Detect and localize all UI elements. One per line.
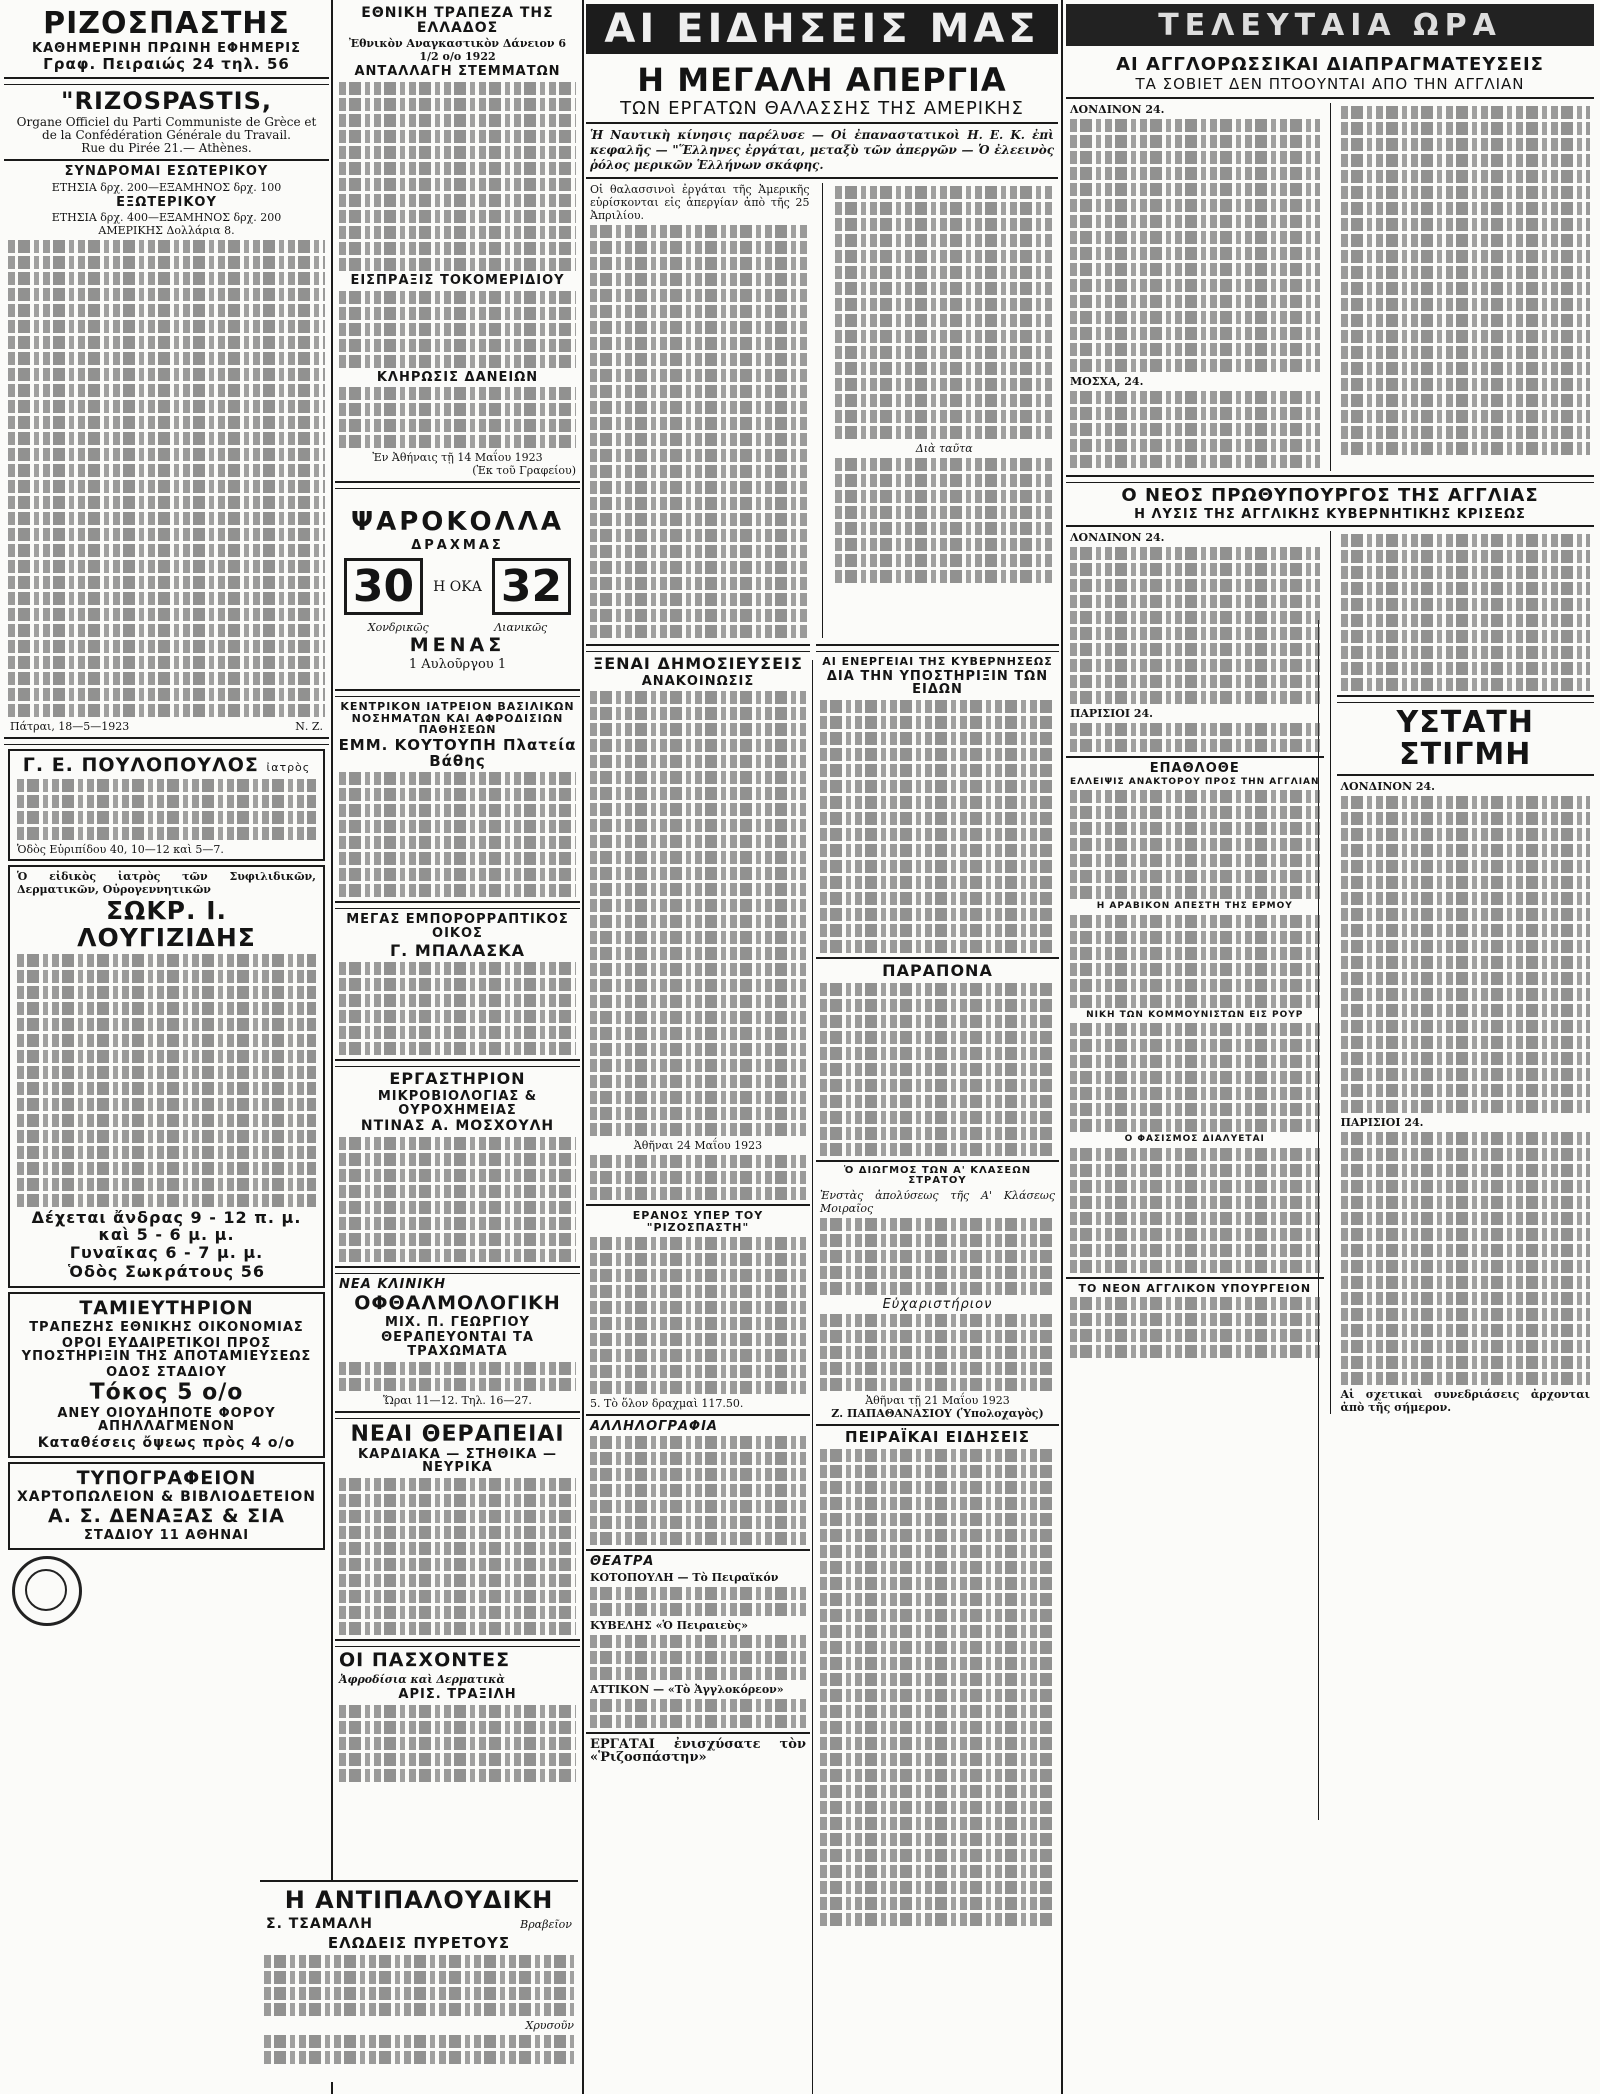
ad-psarokolla — [335, 493, 580, 685]
ad-title: ΤΑΜΙΕΥΤΗΡΙΟΝ — [79, 1296, 254, 1319]
office-line: Γραφ. Πειραιώς 24 τηλ. 56 — [43, 55, 290, 74]
lead-paragraph: Οἱ θαλασσινοὶ ἐργάται τῆς Ἀμερικῆς εὑρίσκονται εἰς ἀπεργίαν ἀπὸ τῆς 25 Ἀπριλίου. — [590, 183, 810, 223]
section-subtitle: Ἐνστὰς ἀπολύσεως τῆς Α' Κλάσεως Μοιραῖος — [820, 1188, 1055, 1215]
section-title: ΘΕΑΤΡΑ — [590, 1554, 655, 1570]
ad-lab — [335, 1071, 580, 1262]
subscriptions-line: ΑΜΕΡΙΚΗΣ Δολλάρια 8. — [98, 224, 235, 238]
ad-address: 1 Αυλοῦργου 1 — [408, 657, 507, 673]
news-banner — [586, 4, 1058, 54]
ad-address: Ὁδὸς Εὐριπίδου 40, 10—12 καὶ 5—7. — [17, 843, 224, 857]
ad-title: ΚΕΝΤΡΙΚΟΝ ΙΑΤΡΕΙΟΝ ΒΑΣΙΛΙΚΩΝ ΝΟΣΗΜΑΤΩΝ ΚΑΙ ΑΦΡΟΔΙΣΙΩΝ ΠΑΘΗΣΕΩΝ — [340, 700, 575, 737]
divider — [586, 1732, 810, 1734]
divider — [586, 177, 1058, 179]
divider — [4, 77, 329, 85]
ad-hours: Δέχεται ἄνδρας 9 - 12 π. μ. καὶ 5 - 6 μ. μ. — [31, 1207, 302, 1244]
ad-title: ΟΙ ΠΑΣΧΟΝΤΕΣ — [339, 1649, 511, 1672]
column-rule — [331, 0, 333, 2094]
ad-title: ΝΕΑΙ ΘΕΡΑΠΕΙΑΙ — [350, 1421, 565, 1447]
headline: Η ΜΕΓΑΛΗ ΑΠΕΡΓΙΑ — [637, 61, 1007, 99]
ad-address: Ὁδὸς Σωκράτους 56 — [68, 1262, 265, 1282]
section-title: ΑΛΛΗΛΟΓΡΑΦΙΑ — [590, 1418, 718, 1434]
ad-line: ΘΕΡΑΠΕΥΟΝΤΑΙ ΤΑ ΤΡΑΧΩΜΑΤΑ — [381, 1330, 534, 1360]
divider — [816, 1160, 1059, 1162]
ad-stamp-area — [12, 1556, 321, 1626]
section-signature: Ζ. ΠΑΠΑΘΑΝΑΣΙΟΥ (Ὑπολοχαγὸς) — [831, 1407, 1044, 1421]
ad-name: Α. Σ. ΔΕΝΑΞΑΣ & ΣΙΑ — [48, 1505, 285, 1528]
latin-address: Rue du Pirée 21.— Athènes. — [81, 141, 252, 156]
ad-subtitle: ΧΑΡΤΟΠΩΛΕΙΟΝ & ΒΙΒΛΙΟΔΕΤΕΙΟΝ — [17, 1489, 316, 1506]
section-date: Ἀθῆναι τῇ 21 Μαΐου 1923 — [865, 1394, 1010, 1408]
ad-title — [13, 756, 320, 776]
section-title: Η ΑΡΑΒΙΚΟΝ ΑΠΕΣΤΗ ΤΗΣ ΕΡΜΟΥ — [1096, 901, 1293, 912]
bank-title: ΕΘΝΙΚΗ ΤΡΑΠΕΖΑ ΤΗΣ ΕΛΛΑΔΟΣ — [361, 5, 554, 36]
ad-subtitle: ΚΑΡΔΙΑΚΑ — ΣΤΗΘΙΚΑ — ΝΕΥΡΙΚΑ — [358, 1446, 557, 1476]
section-title: ΞΕΝΑΙ ΔΗΜΟΣΙΕΥΣΕΙΣ — [593, 654, 803, 673]
bank-signature: (Ἐκ τοῦ Γραφείου) — [472, 464, 576, 478]
subscriptions-title: ΣΥΝΔΡΟΜΑΙ ΕΣΩΤΕΡΙΚΟΥ — [64, 164, 269, 180]
section-subtitle: ΕΛΛΕΙΨΙΣ ΑΝΑΚΤΟΡΟΥ ΠΡΟΣ ΤΗΝ ΑΓΓΛΙΑΝ — [1069, 776, 1320, 787]
ad-title: ΟΦΘΑΛΜΟΛΟΓΙΚΗ — [354, 1291, 561, 1314]
ad-title: ΜΕΓΑΣ ΕΜΠΟΡΟΡΡΑΠΤΙΚΟΣ ΟΙΚΟΣ — [346, 912, 569, 941]
article-column — [831, 183, 1059, 638]
divider — [1066, 1277, 1324, 1279]
latin-name: "RIZOSPASTIS, — [61, 86, 272, 115]
column-5 — [1066, 48, 1594, 2088]
subscriptions-line: ΕΤΗΣΙΑ δρχ. 400—ΕΞΑΜΗΝΟΣ δρχ. 200 — [51, 211, 282, 225]
dateline: ΛΟΝΔΙΝΟΝ 24. — [1070, 102, 1165, 116]
paper-tagline: ΚΑΘΗΜΕΡΙΝΗ ΠΡΩΙΝΗ ΕΦΗΜΕΡΙΣ — [32, 40, 301, 56]
theatre-listing: ΚΥΒΕΛΗΣ «Ὁ Πειραιεὺς» — [590, 1618, 749, 1632]
subheadline: ΤΩΝ ΕΡΓΑΤΩΝ ΘΑΛΑΣΣΗΣ ΤΗΣ ΑΜΕΡΙΚΗΣ — [620, 97, 1024, 119]
article-signoff: Διὰ ταῦτα — [915, 442, 973, 456]
ad-hours: Ὥραι 11—12. Τηλ. 16—27. — [383, 1393, 532, 1407]
ad-name: Γ. ΜΠΑΛΑΣΚΑ — [389, 940, 525, 960]
ad-name: ΑΡΙΣ. ΤΡΑΞΙΛΗ — [398, 1686, 517, 1702]
ad-eye-clinic — [335, 1278, 580, 1407]
divider — [586, 644, 810, 652]
bank-subtitle: Ἐθνικὸν Αναγκαστικὸν Δάνειον 6 1/2 ο/ο 1922 — [348, 37, 566, 64]
theatre-listing: ΑΤΤΙΚΟΝ — «Τὸ Ἀγγλοκόρεον» — [590, 1682, 784, 1696]
ad-specialist — [8, 865, 325, 1288]
banner-title: ΤΕΛΕΥΤΑΙΑ ΩΡΑ — [1158, 7, 1502, 43]
ad-subtitle: ΜΙΚΡΟΒΙΟΛΟΓΙΑΣ & ΟΥΡΟΧΗΜΕΙΑΣ — [377, 1089, 538, 1118]
ad-name: ΣΩΚΡ. Ι. ΛΟΥΓΙΖΙΔΗΣ — [77, 896, 256, 952]
ad-therapies — [335, 1423, 580, 1635]
article-body — [4, 240, 329, 717]
divider — [816, 957, 1059, 959]
column-rule — [582, 0, 584, 2094]
ad-subtitle: ἰατρὸς — [266, 761, 311, 775]
ad-title: ΕΡΓΑΣΤΗΡΙΟΝ — [389, 1069, 526, 1089]
column-2 — [335, 0, 580, 2094]
ad-printing — [8, 1462, 325, 1550]
ad-savings-bank — [8, 1292, 325, 1458]
subscriptions-line: ΕΤΗΣΙΑ δρχ. 200—ΕΞΑΜΗΝΟΣ δρχ. 100 — [51, 180, 282, 194]
divider — [4, 737, 329, 745]
latin-tagline: Organe Officiel du Parti Communiste de Grèce et de la Confédération Générale du Travail. — [16, 115, 317, 143]
initials: Ν. Ζ. — [295, 720, 323, 734]
banner-title: ΑΙ ΕΙΔΗΣΕΙΣ ΜΑΣ — [604, 6, 1040, 52]
divider — [816, 644, 1059, 652]
ad-title: Η ΑΝΤΙΠΑΛΟΥΔΙΚΗ — [284, 1886, 554, 1914]
divider — [586, 1414, 810, 1416]
column-1 — [4, 0, 329, 2094]
dateline: ΠΑΡΙΣΙΟΙ 24. — [1070, 707, 1153, 721]
drive-total: 5. Τὸ ὅλον δραχμαὶ 117.50. — [590, 1396, 744, 1410]
section-title: Ο ΦΑΣΙΣΜΟΣ ΔΙΑΛΥΕΤΑΙ — [1124, 1134, 1265, 1145]
dateline: Πάτραι, 18—5—1923 — [10, 720, 130, 734]
ad-doctor — [8, 749, 325, 861]
last-minute-title: ΥΣΤΑΤΗ ΣΤΙΓΜΗ — [1396, 705, 1534, 772]
ad-hours: Γυναῖκας 6 - 7 μ. μ. — [69, 1243, 264, 1263]
divider — [335, 901, 580, 909]
subheadline: Η ΛΥΣΙΣ ΤΗΣ ΑΓΓΛΙΚΗΣ ΚΥΒΕΡΝΗΤΙΚΗΣ ΚΡΙΣΕΩΣ — [1134, 506, 1526, 522]
ad-rate-secondary: Καταθέσεις ὄψεως πρὸς 4 ο/ο — [37, 1434, 296, 1451]
divider — [335, 1411, 580, 1419]
ad-antimalaria — [260, 1880, 578, 2082]
price-retail: 32 — [492, 558, 571, 615]
headline: Ο ΝΕΟΣ ΠΡΩΘΥΠΟΥΡΓΟΣ ΤΗΣ ΑΓΓΛΙΑΣ — [1121, 484, 1539, 506]
price-label: Χονδρικῶς — [367, 621, 429, 635]
article-column — [1337, 531, 1595, 1414]
closing-line: Αἱ σχετικαὶ συνεδριάσεις ἀρχονται ἀπὸ τῆς σήμερον. — [1340, 1388, 1590, 1415]
subheadline: ΤΑ ΣΟΒΙΕΤ ΔΕΝ ΠΤΟΟΥΝΤΑΙ ΑΠΟ ΤΗΝ ΑΓΓΛΙΑΝ — [1135, 74, 1525, 93]
column-4-lower — [816, 640, 1059, 2090]
price-wholesale: 30 — [344, 558, 423, 615]
price-unit: Η ΟΚΑ — [433, 578, 482, 595]
section-title: ΝΙΚΗ ΤΩΝ ΚΟΜΜΟΥΝΙΣΤΩΝ ΕΙΣ ΡΟΥΡ — [1086, 1009, 1304, 1020]
price-label: Λιανικῶς — [494, 621, 548, 635]
ad-award: Βραβεῖον — [520, 1918, 572, 1932]
ad-title: Ὁ εἰδικὸς ἰατρὸς τῶν Συφιλιδικῶν, Δερματικῶν, Οὐρογεννητικῶν — [17, 870, 316, 897]
article-column — [1337, 103, 1595, 471]
bank-date: Ἐν Ἀθήναις τῇ 14 Μαΐου 1923 — [372, 451, 543, 465]
ad-name: ΜΕΝΑΣ — [409, 634, 506, 657]
divider — [1066, 97, 1594, 99]
ad-name: Σ. ΤΣΑΜΑΛΗ — [266, 1916, 374, 1933]
column-3-lower — [586, 640, 810, 2090]
ad-clinic — [335, 701, 580, 897]
ad-title: ΤΥΠΟΓΡΑΦΕΙΟΝ — [76, 1466, 257, 1489]
divider — [586, 1549, 810, 1551]
divider — [335, 1639, 580, 1647]
paper-name: ΡΙΖΟΣΠΑΣΤΗΣ — [43, 6, 290, 41]
section-title: ΕΡΑΝΟΣ ΥΠΕΡ ΤΟΥ "ΡΙΖΟΣΠΑΣΤΗ" — [632, 1209, 764, 1234]
seal-icon — [12, 1556, 82, 1626]
bank-section: ΕΙΣΠΡΑΞΙΣ ΤΟΚΟΜΕΡΙΔΙΟΥ — [350, 273, 565, 289]
divider — [4, 159, 329, 161]
ad-line: Ἀφροδίσια καὶ Δερματικὰ — [339, 1672, 505, 1686]
ad-tailor — [335, 913, 580, 1055]
divider — [816, 1424, 1059, 1426]
headline: ΑΙ ΑΓΓΛΟΡΩΣΣΙΚΑΙ ΔΙΑΠΡΑΓΜΑΤΕΥΣΕΙΣ — [1116, 54, 1544, 75]
divider — [1337, 695, 1595, 703]
section-date: Ἀθῆναι 24 Μαΐου 1923 — [633, 1139, 763, 1153]
theatre-listing: ΚΟΤΟΠΟΥΛΗ — Τὸ Πειραϊκόν — [590, 1570, 779, 1584]
section-subtitle: ΑΝΑΚΟΙΝΩΣΙΣ — [641, 673, 755, 689]
article-column — [586, 183, 814, 638]
divider — [335, 1266, 580, 1274]
ad-name: ΝΤΙΝΑΣ Α. ΜΟΣΧΟΥΛΗ — [360, 1118, 555, 1135]
ad-rate: Τόκος 5 ο/ο — [89, 1380, 244, 1406]
column-rule — [812, 660, 813, 2094]
bank-section: ΑΝΤΑΛΛΑΓΗ ΣΤΕΜΜΑΤΩΝ — [354, 64, 561, 80]
divider — [335, 481, 580, 489]
section-title: ΠΑΡΑΠΟΝΑ — [882, 960, 993, 980]
ad-sufferers — [335, 1651, 580, 1782]
ad-line: ΟΡΟΙ ΕΥΔΑΙΡΕΤΙΚΟΙ ΠΡΟΣ ΥΠΟΣΤΗΡΙΞΙΝ ΤΗΣ ΑΠΟΤΑΜΙΕΥΣΕΩΣ — [21, 1335, 312, 1365]
section-title: ΕΠΑΘΛΟΘΕ — [1149, 761, 1240, 777]
section-title: Εὐχαριστήριον — [882, 1296, 993, 1312]
appeal-line: ΕΡΓΑΤΑΙ ἐνισχύσατε τὸν «Ῥιζοσπάστην» — [590, 1736, 806, 1765]
section-subtitle: ΔΙΑ ΤΗΝ ΥΠΟΣΤΗΡΙΞΙΝ ΤΩΝ ΕΙΔΩΝ — [826, 668, 1049, 698]
bank-section: ΚΛΗΡΩΣΙΣ ΔΑΝΕΙΩΝ — [376, 369, 539, 385]
divider — [1066, 756, 1324, 758]
section-title: Ὁ ΔΙΩΓΜΟΣ ΤΩΝ Α' ΚΛΑΣΕΩΝ ΣΤΡΑΤΟΥ — [843, 1164, 1032, 1187]
article-column — [1066, 531, 1324, 1414]
last-hour-banner — [1066, 4, 1594, 46]
ad-address: ΟΔΟΣ ΣΤΑΔΙΟΥ — [106, 1364, 227, 1380]
divider — [335, 1059, 580, 1067]
divider — [586, 1204, 810, 1206]
divider — [335, 689, 580, 697]
dateline: ΛΟΝΔΙΝΟΝ 24. — [1340, 780, 1436, 794]
ad-award: Χρυσοῦν — [525, 2018, 574, 2032]
section-title: ΤΟ ΝΕΟΝ ΑΓΓΛΙΚΟΝ ΥΠΟΥΡΓΕΙΟΝ — [1078, 1281, 1312, 1295]
deck: Ἡ Ναυτικὴ κίνησις παρέλυσε — Οἱ ἐπαναστατικοὶ Η. Ε. Κ. ἐπὶ κεφαλῆς — "Ἕλληνες ἐργάται, μεταξὺ τῶν ἀπεργῶν — Ὁ ἐλεεινὸς ῥόλος μερικῶν Ἑλλήνων σκάφης. — [590, 128, 1054, 173]
ad-name: ΜΙΧ. Π. ΓΕΩΡΓΙΟΥ — [385, 1314, 530, 1330]
ad-name: Γ. Ε. ΠΟΥΛΟΠΟΥΛΟΣ — [22, 754, 259, 777]
column-rule — [1061, 0, 1063, 2094]
divider — [586, 122, 1058, 124]
article-column — [1066, 103, 1324, 471]
ad-line: ΕΛΩΔΕΙΣ ΠΥΡΕΤΟΥΣ — [327, 1933, 511, 1952]
ad-subtitle: ΤΡΑΠΕΖΗΣ ΕΘΝΙΚΗΣ ΟΙΚΟΝΟΜΙΑΣ — [29, 1319, 304, 1335]
subscriptions-abroad-title: ΕΞΩΤΕΡΙΚΟΥ — [116, 194, 217, 210]
ad-address: ΣΤΑΔΙΟΥ 11 ΑΘΗΝΑΙ — [83, 1528, 250, 1544]
divider — [1337, 774, 1595, 776]
ad-unit: ΔΡΑΧΜΑΣ — [411, 537, 504, 553]
dateline: ΛΟΝΔΙΝΟΝ 24. — [1070, 531, 1165, 545]
ad-tax: ΑΝΕΥ ΟΙΟΥΔΗΠΟΤΕ ΦΟΡΟΥ ΑΠΗΛΛΑΓΜΕΝΟΝ — [57, 1405, 276, 1435]
dateline: ΜΟΣΧΑ, 24. — [1070, 374, 1144, 388]
ad-title: ΝΕΑ ΚΛΙΝΙΚΗ — [339, 1277, 446, 1293]
lead-story — [586, 58, 1058, 638]
dateline: ΠΑΡΙΣΙΟΙ 24. — [1340, 1116, 1424, 1130]
section-title: ΠΕΙΡΑΪΚΑΙ ΕΙΔΗΣΕΙΣ — [845, 1428, 1030, 1447]
divider — [1066, 525, 1594, 527]
divider — [1066, 475, 1594, 483]
ad-name: ΕΜΜ. ΚΟΥΤΟΥΠΗ Πλατεία Βάθης — [338, 735, 577, 770]
ad-title: ΨΑΡΟΚΟΛΛΑ — [351, 507, 564, 538]
section-title: ΑΙ ΕΝΕΡΓΕΙΑΙ ΤΗΣ ΚΥΒΕΡΝΗΣΕΩΣ — [822, 655, 1053, 668]
